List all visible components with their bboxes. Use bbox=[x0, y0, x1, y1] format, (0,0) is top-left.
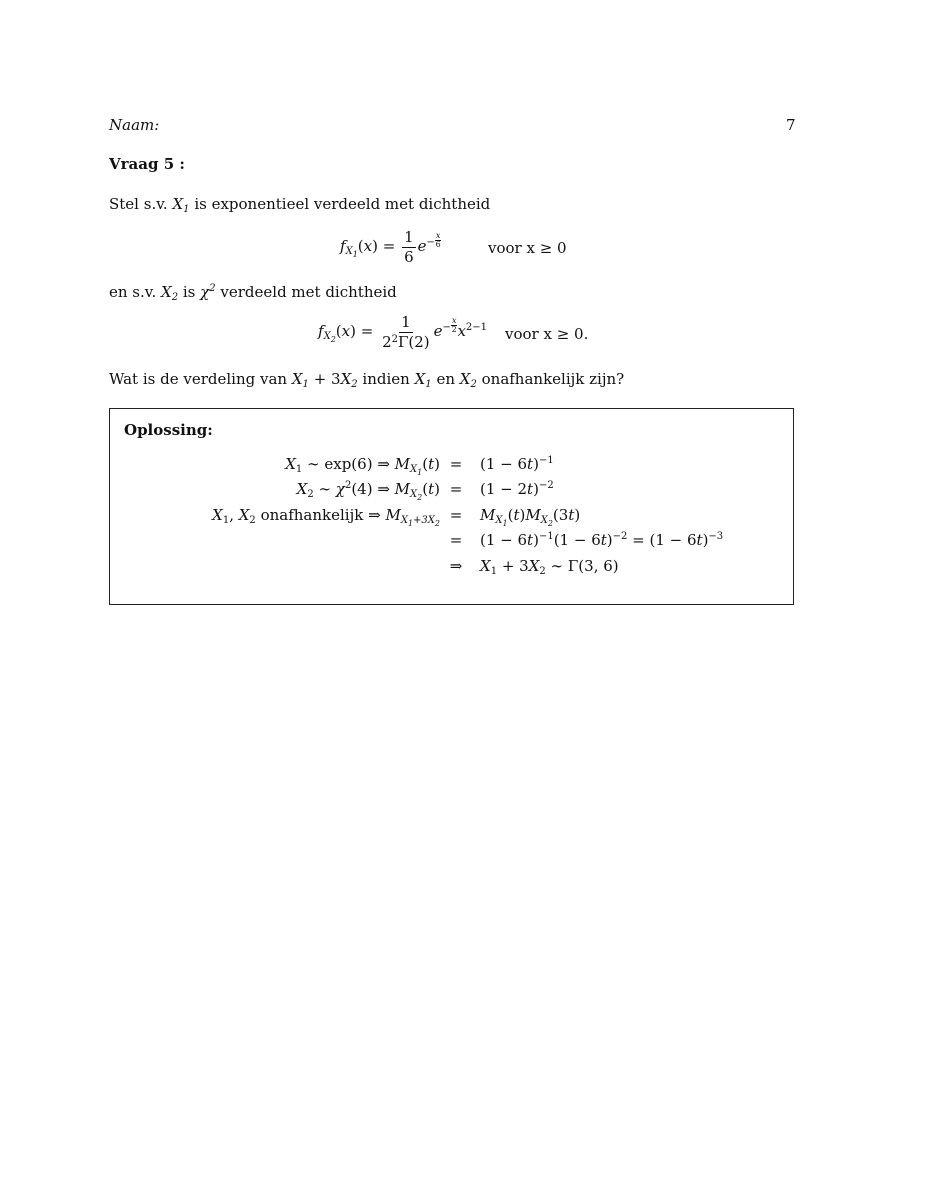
question-title: Vraag 5 : bbox=[109, 155, 185, 173]
intro-2-mid: is bbox=[182, 283, 196, 301]
intro-line-2 bbox=[109, 283, 397, 301]
chi-squared-symbol: $\chi^2$ bbox=[200, 283, 216, 301]
equation-row-1: $X_1$ ∼ exp(6) ⇒ $M_{X_1}(t)$ = $(1 - 6t)^{-1}$ bbox=[285, 455, 554, 477]
equation-row-2: $X_2$ ∼ $\chi^2(4)$ ⇒ $M_{X_2}(t)$ = $(1 - 2t)^{-2}$ bbox=[296, 480, 554, 502]
intro-1-prefix: Stel s.v. bbox=[109, 195, 168, 213]
equation-row-5: ⇒ $X_1 + 3X_2$ ∼ Γ(3, 6) bbox=[449, 557, 619, 577]
variable-x1: $X_1$ bbox=[172, 195, 190, 215]
solution-title: Oplossing: bbox=[124, 421, 213, 439]
variable-x2: $X_2$ bbox=[161, 283, 179, 303]
equation-row-4: = $(1 - 6t)^{-1}(1 - 6t)^{-2} = (1 - 6t)^{-3}$ bbox=[449, 531, 724, 549]
intro-line-1 bbox=[109, 195, 490, 213]
equation-row-3: $X_1$, $X_2$ onafhankelijk ⇒ $M_{X_1+3X_2}$ = $M_{X_1}(t)M_{X_2}(3t)$ bbox=[212, 506, 581, 528]
density-formula-1: $f_{X_1}(x)$ = $\frac{1}{6}$ $e^{- \frac{x}{6}}$ bbox=[340, 228, 441, 266]
name-label: Naam: bbox=[109, 116, 160, 134]
intro-1-suffix: is exponentieel verdeeld met dichtheid bbox=[194, 195, 491, 213]
intro-2-prefix: en s.v. bbox=[109, 283, 157, 301]
intro-2-suffix: verdeeld met dichtheid bbox=[220, 283, 397, 301]
question-ask: Wat is de verdeling van $X_1 + 3X_2$ indien $X_1$ en $X_2$ onafhankelijk zijn? bbox=[109, 370, 625, 390]
density-formula-2: $f_{X_2}(x)$ = $\frac{1}{2^2\Gamma(2)}$ $e^{- \frac{x}{2}}$ $x^{2-1}$ bbox=[318, 313, 488, 351]
density-2-condition: voor x ≥ 0. bbox=[505, 325, 589, 343]
page-number: 7 bbox=[786, 116, 796, 134]
density-1-condition: voor x ≥ 0 bbox=[488, 239, 567, 257]
